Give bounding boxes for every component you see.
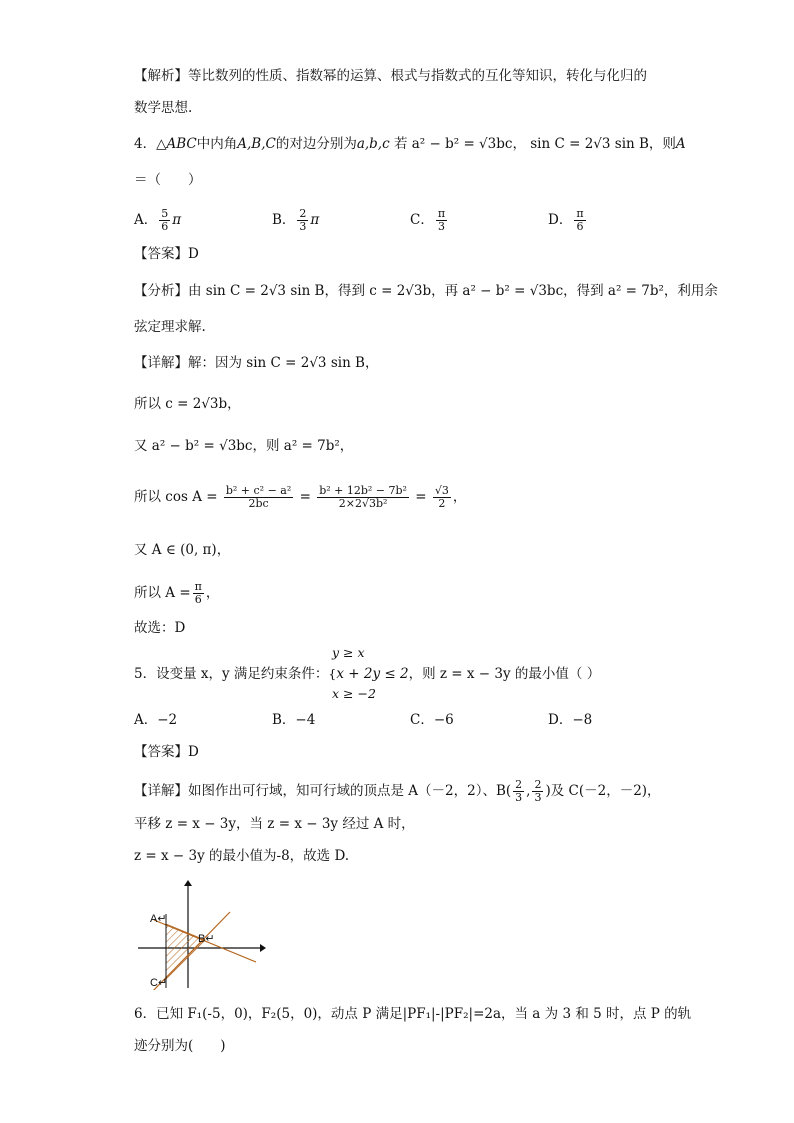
q5-detail-line3: z = x − 3y 的最小值为-8，故选 D. [134,848,350,864]
q6-stem-line2: 迹分别为( ) [134,1038,226,1054]
q5-stem: 5．设变量 x，y 满足约束条件：{x + 2y ≤ 2，则 z = x − 3y 的最小值（ ） [134,666,601,682]
prev-analysis-line1: 【解析】等比数列的性质、指数幂的运算、根式与指数式的互化等知识，转化与化归的 [134,68,647,84]
q5-option-c: C．−6 [410,712,454,728]
q4-stem: 4．△ABC中内角A,B,C的对边分别为a,b,c 若 a² − b² = √3bc， sin C = 2√3 sin B，则A [134,136,686,152]
q4-option-c: C． $\frac{\pi}{3}$ [410,207,446,233]
prev-analysis-line2: 数学思想. [134,100,193,116]
q4-option-b: B． $\frac{2}{3}$ π [272,207,320,233]
q4-analysis-line1: 【分析】由 sin C = 2√3 sin B，得到 c = 2√3b，再 a² − b² = √3bc，得到 a² = 7b²，利用余 [134,283,718,299]
q4-analysis-line2: 弦定理求解. [134,319,206,335]
x-axis-arrow [260,944,266,952]
q4-detail-line3: 又 a² − b² = √3bc，则 a² = 7b²， [134,438,354,454]
label-a: A↵ [150,913,167,925]
q5-option-a: A．−2 [134,712,178,728]
q4-detail-line5: 又 A ∈ (0, π)， [134,542,231,558]
q4-detail-line6: 所以 A = $\frac{\pi}{6}$ ， [134,580,220,606]
q5-option-d: D．−8 [548,712,593,728]
q5-system-row3: x ≥ −2 [332,686,376,701]
q5-options [134,710,654,732]
y-axis-arrow [184,880,192,886]
q4-option-a: A． $\frac{5}{6}$ π [134,207,182,233]
feasible-region-figure [136,880,266,990]
q4-option-d: D． $\frac{\pi}{6}$ [548,207,584,233]
label-b: B↵ [198,933,215,945]
q4-stem-end: ＝（ ） [134,172,202,188]
q4-detail-line2: 所以 c = 2√3b， [134,396,241,412]
q4-detail-line7: 故选：D [134,620,186,636]
q5-answer: 【答案】D [134,744,199,760]
q4-cos-line: 所以 cos A = $\frac{\text{b² + c² − a²}}{2bc}$ = $\frac{\text{b² + 12b² − 7b²}}{\text{2×2√3b²}}$ = $\frac{√3}{2}$ ， [134,484,467,510]
q5-system-row1: y ≥ x [332,645,365,660]
q5-option-b: B．−4 [272,712,316,728]
label-c: C↵ [150,977,168,989]
q5-detail-line2: 平移 z = x − 3y，当 z = x − 3y 经过 A 时， [134,816,415,832]
q4-detail-line1: 【详解】解：因为 sin C = 2√3 sin B， [134,355,379,371]
q4-answer: 【答案】D [134,246,199,262]
q5-detail-line1: 【详解】如图作出可行域，知可行域的顶点是 A（－2，2）、B( $\frac{2}{3}$ , $\frac{2}{3}$ )及 C(－2，－2)， [134,778,661,804]
q4-options [134,202,654,234]
q6-stem-line1: 6．已知 F₁(-5，0)，F₂(5，0)，动点 P 满足|PF₁|-|PF₂|=2a，当 a 为 3 和 5 时，点 P 的轨 [134,1006,692,1022]
